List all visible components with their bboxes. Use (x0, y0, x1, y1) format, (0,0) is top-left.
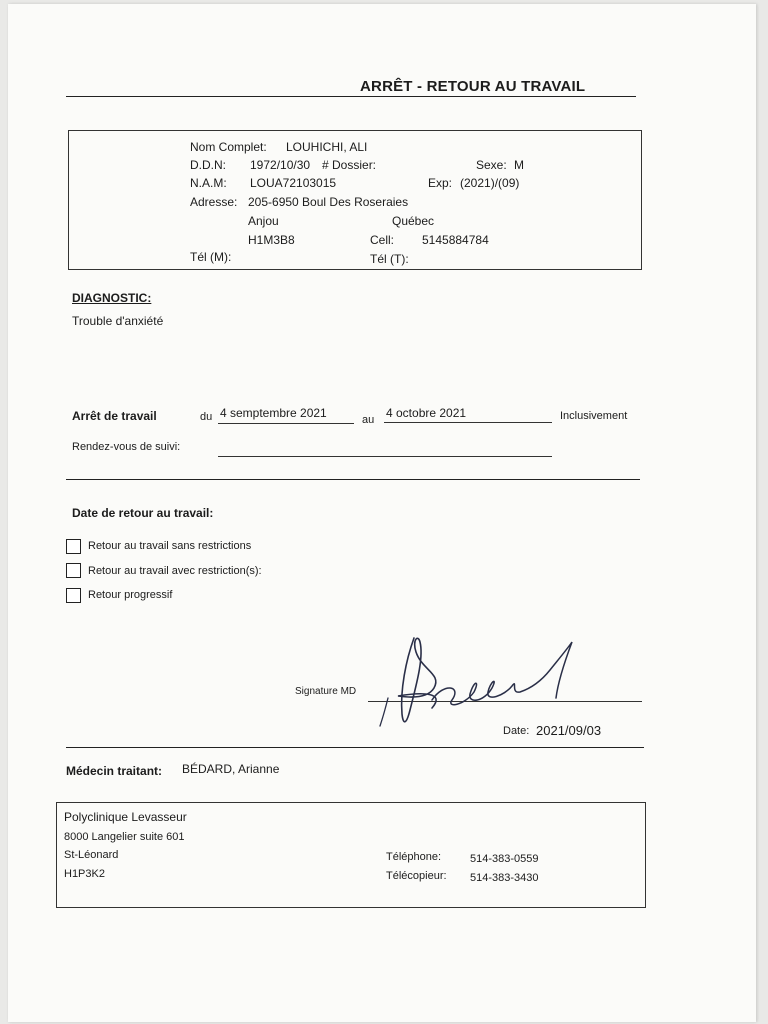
ville-value: Anjou (248, 214, 279, 228)
signature-label: Signature MD (295, 686, 357, 697)
tel-t-label: Tél (T): (370, 252, 409, 266)
code-postal-value: H1M3B8 (248, 233, 295, 247)
diagnostic-value: Trouble d'anxiété (72, 314, 164, 328)
date-value: 2021/09/03 (536, 723, 602, 738)
checkbox-sans-restrictions[interactable] (66, 539, 81, 554)
form-sheet (8, 4, 756, 1022)
clinic-address1: 8000 Langelier suite 601 (64, 831, 185, 843)
du-label: du (200, 411, 213, 423)
adresse-label: Adresse: (190, 195, 238, 209)
cell-value: 5145884784 (422, 233, 489, 247)
dossier-label: # Dossier: (322, 158, 377, 172)
exp-label: Exp: (428, 176, 453, 190)
title-rule (66, 96, 636, 97)
medecin-value: BÉDARD, Arianne (182, 762, 280, 776)
option-avec-restrictions: Retour au travail avec restriction(s): (88, 565, 262, 577)
sexe-value: M (514, 158, 524, 172)
section-rule-2 (66, 747, 644, 748)
nom-label: Nom Complet: (190, 140, 267, 154)
date-label: Date: (503, 725, 530, 737)
au-label: au (362, 414, 375, 426)
clinic-postal: H1P3K2 (64, 868, 105, 880)
du-underline (218, 423, 354, 424)
du-value: 4 semptembre 2021 (220, 406, 327, 420)
nom-value: LOUHICHI, ALI (286, 140, 368, 154)
ddn-value: 1972/10/30 (250, 158, 311, 172)
rdv-label: Rendez-vous de suivi: (72, 441, 181, 453)
ddn-label: D.D.N: (190, 158, 226, 172)
option-retour-progressif: Retour progressif (88, 589, 173, 601)
rdv-underline (218, 456, 552, 457)
form-title: ARRÊT - RETOUR AU TRAVAIL (360, 78, 586, 95)
sexe-label: Sexe: (476, 158, 507, 172)
medecin-label: Médecin traitant: (66, 764, 163, 778)
clinic-city: St-Léonard (64, 849, 119, 861)
checkbox-retour-progressif[interactable] (66, 588, 81, 603)
inclusivement-label: Inclusivement (560, 410, 628, 422)
retour-label: Date de retour au travail: (72, 506, 214, 520)
diagnostic-label: DIAGNOSTIC: (72, 291, 152, 305)
clinic-tel-label: Téléphone: (386, 851, 442, 863)
option-sans-restrictions: Retour au travail sans restrictions (88, 540, 252, 552)
section-rule-1 (66, 479, 640, 480)
nam-value: LOUA72103015 (250, 176, 337, 190)
province-value: Québec (392, 214, 435, 228)
cell-label: Cell: (370, 233, 395, 247)
nam-label: N.A.M: (190, 176, 227, 190)
adresse-line1: 205-6950 Boul Des Roseraies (248, 195, 409, 209)
au-underline (384, 422, 552, 423)
clinic-fax-value: 514-383-3430 (470, 872, 539, 884)
clinic-name: Polyclinique Levasseur (64, 810, 187, 824)
clinic-tel-value: 514-383-0559 (470, 853, 539, 865)
signature-image (372, 630, 582, 730)
au-value: 4 octobre 2021 (386, 406, 467, 420)
tel-m-label: Tél (M): (190, 250, 232, 264)
clinic-fax-label: Télécopieur: (386, 870, 447, 882)
checkbox-avec-restrictions[interactable] (66, 563, 81, 578)
arret-label: Arrêt de travail (72, 409, 157, 423)
exp-value: (2021)/(09) (460, 176, 520, 190)
